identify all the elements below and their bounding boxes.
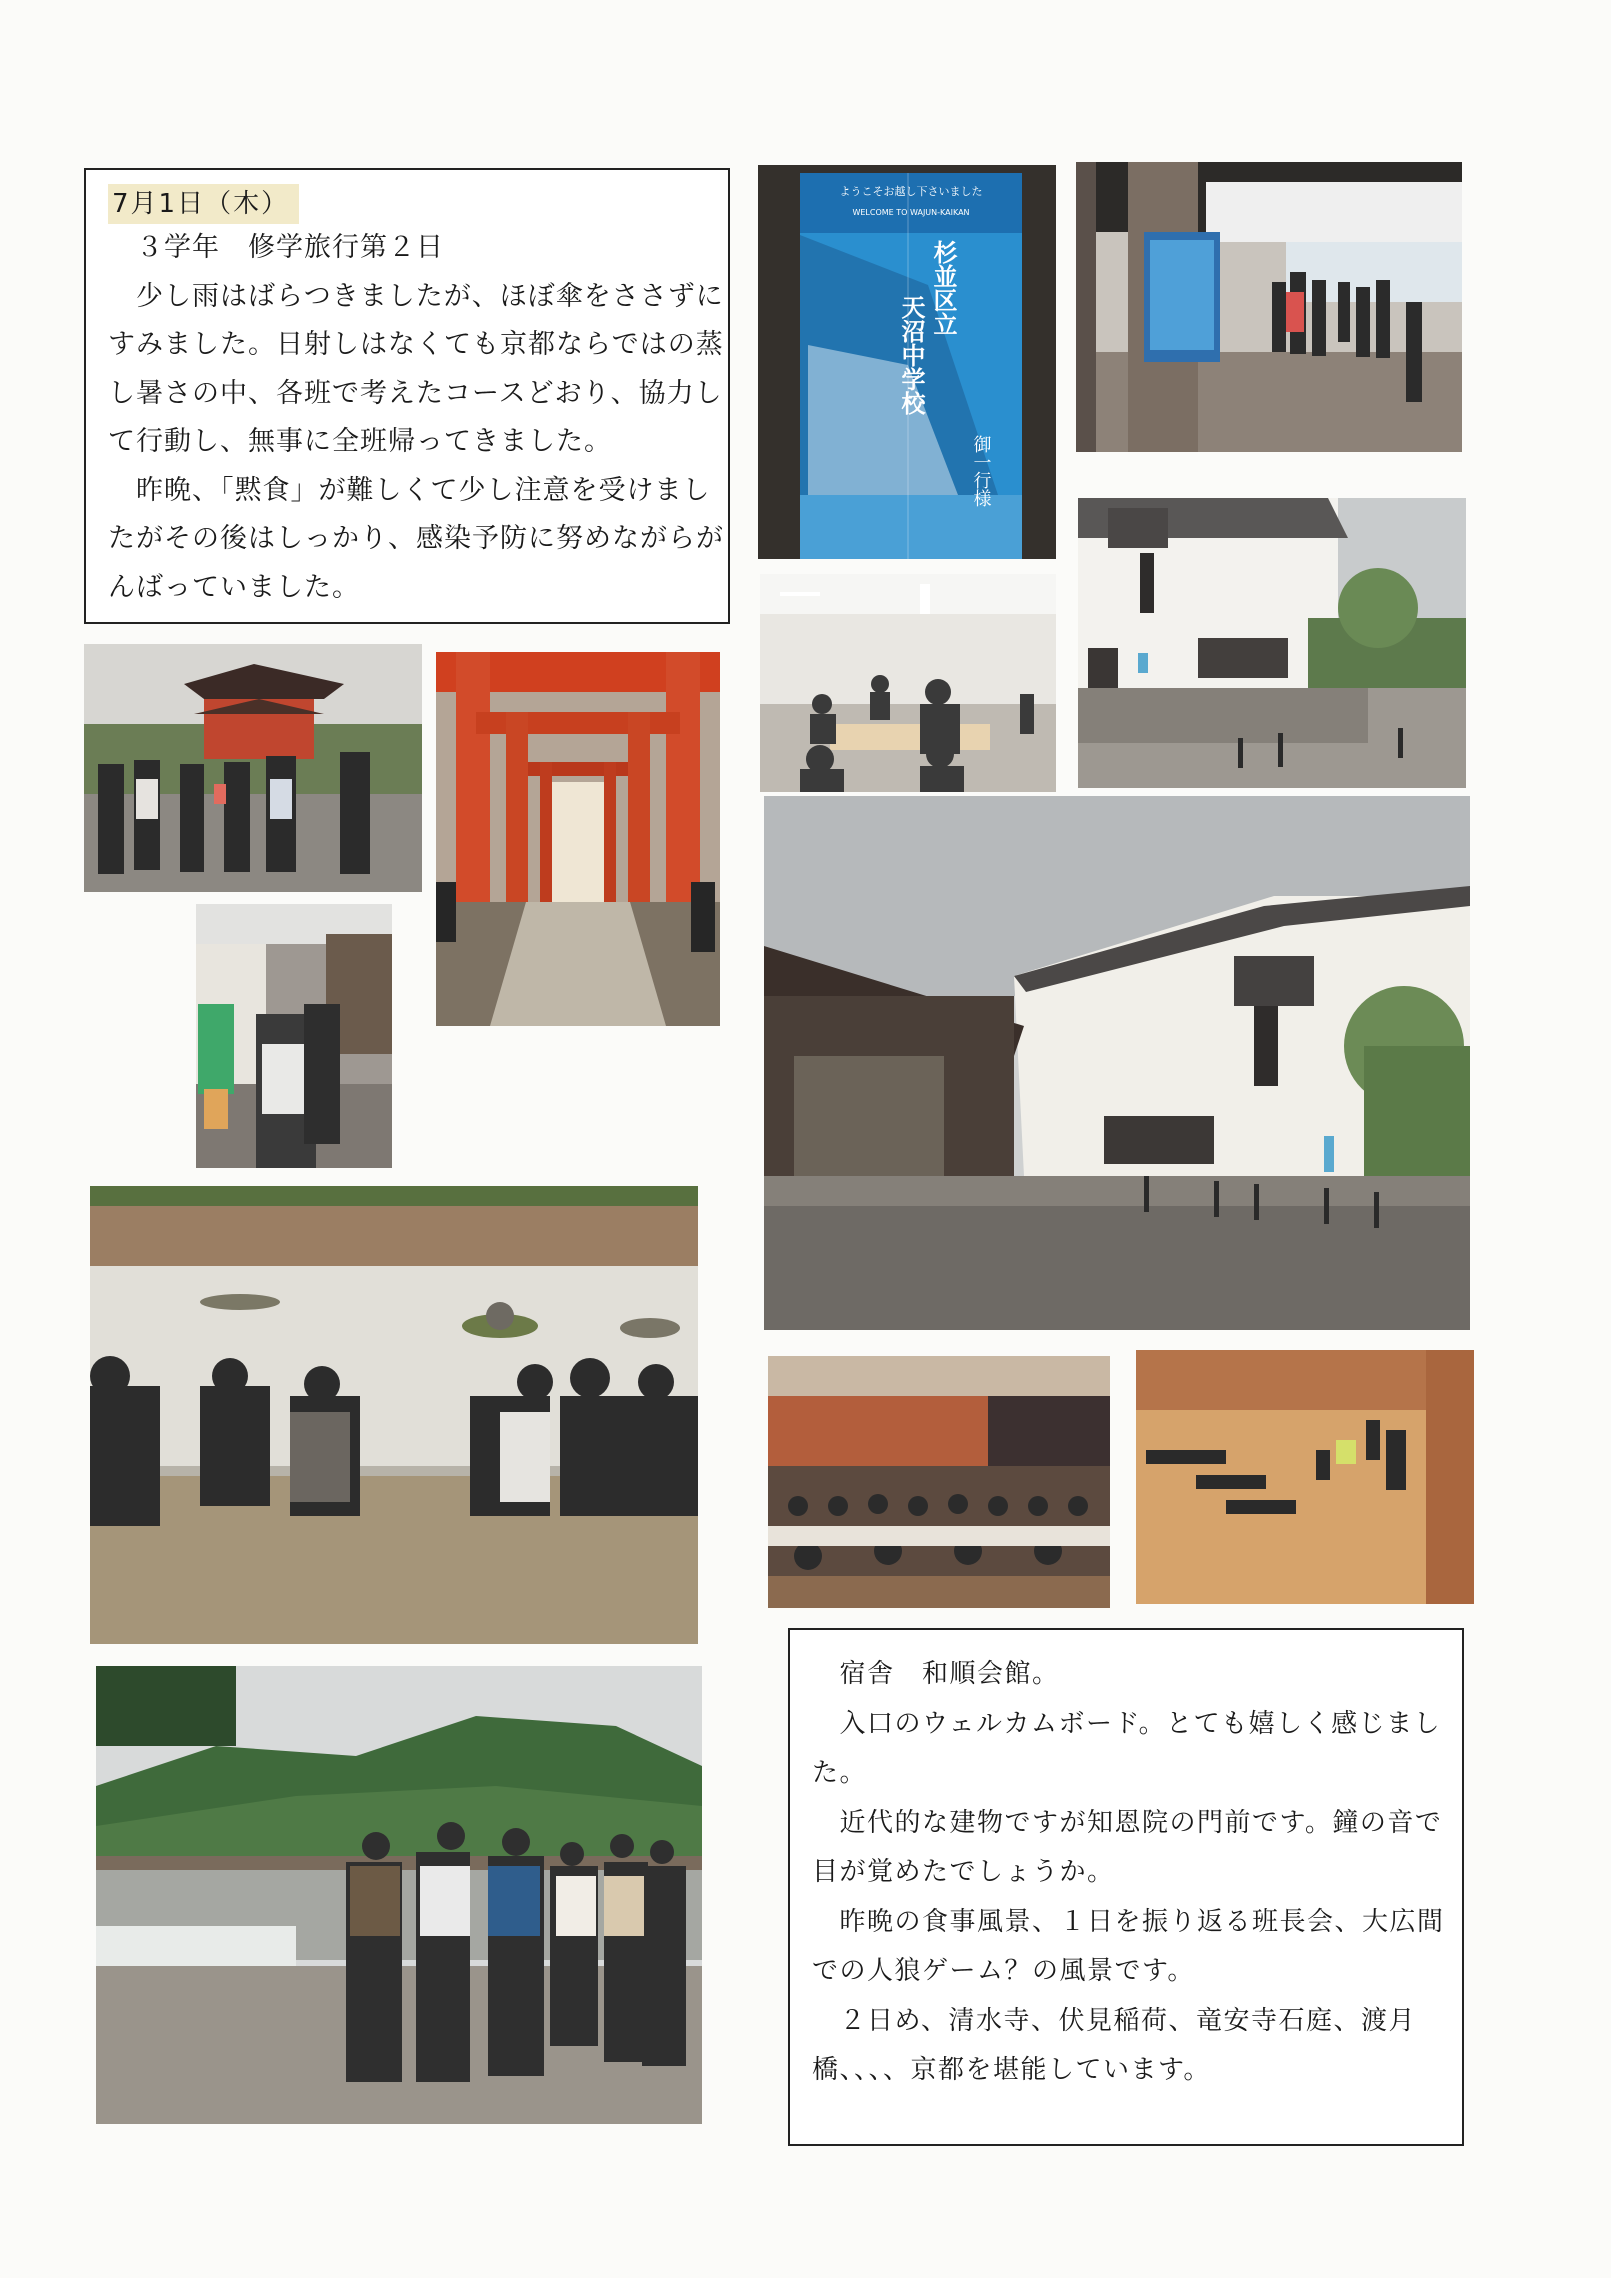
report-line: 昨晩、「黙食」が難しくて少し注意を受けまし (108, 474, 711, 506)
hotel-lobby-photo (1076, 162, 1462, 452)
note-line: 近代的な建物ですが知恩院の門前です。鐘の音で (812, 1807, 1443, 1838)
note-line: 目が覚めたでしょうか。 (812, 1857, 1115, 1887)
note-line: 入口のウェルカムボード。とても嬉しく感じまし (812, 1708, 1442, 1739)
report-heading: ３学年 修学旅行第２日 (108, 232, 444, 263)
welcome-board-school: 天沼中学校 (897, 295, 925, 415)
trip-report-box (84, 168, 730, 624)
welcome-board-greeting: ようこそお越し下さいました (839, 185, 983, 198)
note-line: た。 (812, 1758, 868, 1788)
welcome-board-ward: 杉並区立 (929, 240, 957, 336)
hotel-and-gate-photo (764, 796, 1470, 1330)
welcome-board-party: 御一行様 (970, 435, 992, 507)
report-line: んばっていました。 (108, 571, 360, 603)
report-line: 少し雨はばらつきましたが、ほぼ傘をささずに (108, 280, 724, 312)
note-line: 橋、、、、京都を堪能しています。 (812, 2055, 1211, 2085)
note-line: 昨晩の食事風景、１日を振り返る班長会、大広間 (812, 1906, 1445, 1937)
report-line: たがその後はしっかり、感染予防に努めながらが (108, 523, 724, 554)
note-line: 宿舎 和順会館。 (812, 1659, 1060, 1689)
fushimi-inari-torii-photo (436, 652, 720, 1026)
accommodation-note-box (788, 1628, 1464, 2146)
ryoanji-rock-garden-photo (90, 1186, 698, 1644)
report-line: て行動し、無事に全班帰ってきました。 (108, 426, 612, 457)
welcome-board-english: WELCOME TO WAJUN-KAIKAN (852, 208, 970, 217)
togetsukyo-bridge-photo (96, 1666, 702, 2124)
meeting-room-photo (760, 574, 1056, 792)
hotel-building-photo (1078, 498, 1466, 788)
report-line: し暑さの中、各班で考えたコースどおり、協力し (108, 377, 723, 409)
shopping-street-photo (196, 904, 392, 1168)
note-line: での人狼ゲーム？の風景です。 (812, 1956, 1195, 1986)
welcome-board-photo (758, 165, 1056, 559)
tatami-hall-photo (1136, 1350, 1474, 1604)
report-line: すみました。日射しはなくても京都ならではの蒸 (108, 329, 724, 360)
dining-hall-photo (768, 1356, 1110, 1608)
note-line: ２日め、清水寺、伏見稲荷、竜安寺石庭、渡月 (812, 2005, 1416, 2036)
kiyomizu-temple-photo (84, 644, 422, 892)
report-date: 7月1日（木） (108, 184, 299, 224)
